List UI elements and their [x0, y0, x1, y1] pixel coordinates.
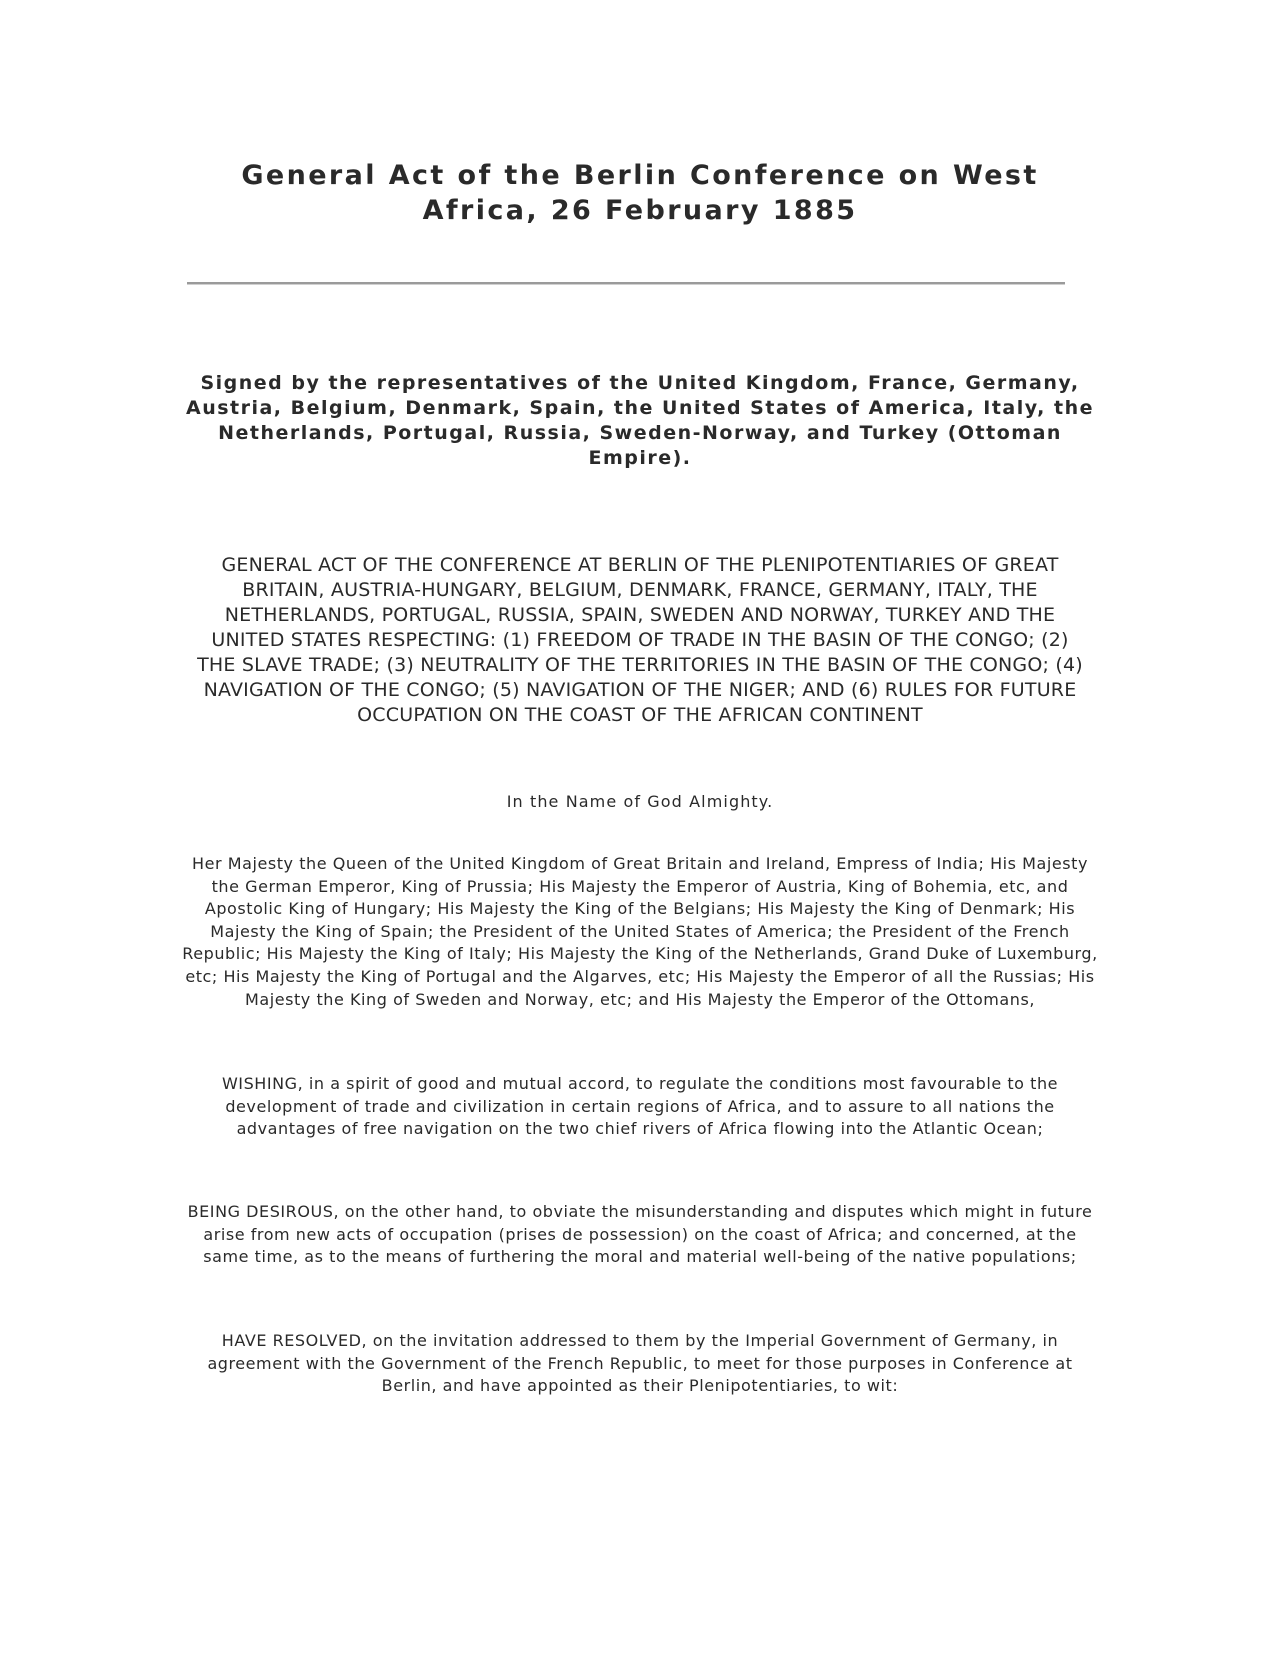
- invocation: In the Name of God Almighty.: [506, 792, 774, 811]
- preamble-desirous: BEING DESIROUS, on the other hand, to obviate the misunderstanding and disputes which might in future arise from new acts of occupation (prises de possession) on the coast of Africa; and concerned, at the same time, as to the means of furthering the moral and material well-being of the native populations;: [187, 1202, 1093, 1267]
- signatories-note: Signed by the representatives of the United Kingdom, France, Germany, Austria, Belgium, Denmark, Spain, the United States of America, Italy, the Netherlands, Portugal, Russia, Sweden-Norway, and Turkey (Ottoman Empire).: [185, 372, 1095, 469]
- preamble-resolved: HAVE RESOLVED, on the invitation addressed to them by the Imperial Government of Germany, in agreement with the Government of the French Republic, to meet for those purposes in Conference at Berlin, and have appointed as their Plenipotentiaries, to wit:: [207, 1331, 1073, 1396]
- act-heading: GENERAL ACT OF THE CONFERENCE AT BERLIN OF THE PLENIPOTENTIARIES OF GREAT BRITAIN, AUSTRIA-HUNGARY, BELGIUM, DENMARK, FRANCE, GERMANY, ITALY, THE NETHERLANDS, PORTUGAL, RUSSIA, SPAIN, SWEDEN AND NORWAY, TURKEY AND THE UNITED STATES RESPECTING: (1) FREEDOM OF TRADE IN THE BASIN OF THE CONGO; (2) THE SLAVE TRADE; (3) NEUTRALITY OF THE TERRITORIES IN THE BASIN OF THE CONGO; (4) NAVIGATION OF THE CONGO; (5) NAVIGATION OF THE NIGER; AND (6) RULES FOR FUTURE OCCUPATION ON THE COAST OF THE AFRICAN CONTINENT: [197, 554, 1083, 726]
- document-title: General Act of the Berlin Conference on West Africa, 26 February 1885: [241, 160, 1039, 226]
- preamble-sovereigns: Her Majesty the Queen of the United Kingdom of Great Britain and Ireland, Empress of India; His Majesty the German Emperor, King of Prussia; His Majesty the Emperor of Austria, King of Bohemia, etc, and Apostolic King of Hungary; His Majesty the King of the Belgians; His Majesty the King of Denmark; His Majesty the King of Spain; the President of the United States of America; the President of the French Republic; His Majesty the King of Italy; His Majesty the King of the Netherlands, Grand Duke of Luxemburg, etc; His Majesty the King of Portugal and the Algarves, etc; His Majesty the Emperor of all the Russias; His Majesty the King of Sweden and Norway, etc; and His Majesty the Emperor of the Ottomans,: [182, 854, 1098, 1009]
- title-divider: [187, 282, 1065, 285]
- preamble-wishing: WISHING, in a spirit of good and mutual accord, to regulate the conditions most favourable to the development of trade and civilization in certain regions of Africa, and to assure to all nations the advantages of free navigation on the two chief rivers of Africa flowing into the Atlantic Ocean;: [221, 1074, 1059, 1139]
